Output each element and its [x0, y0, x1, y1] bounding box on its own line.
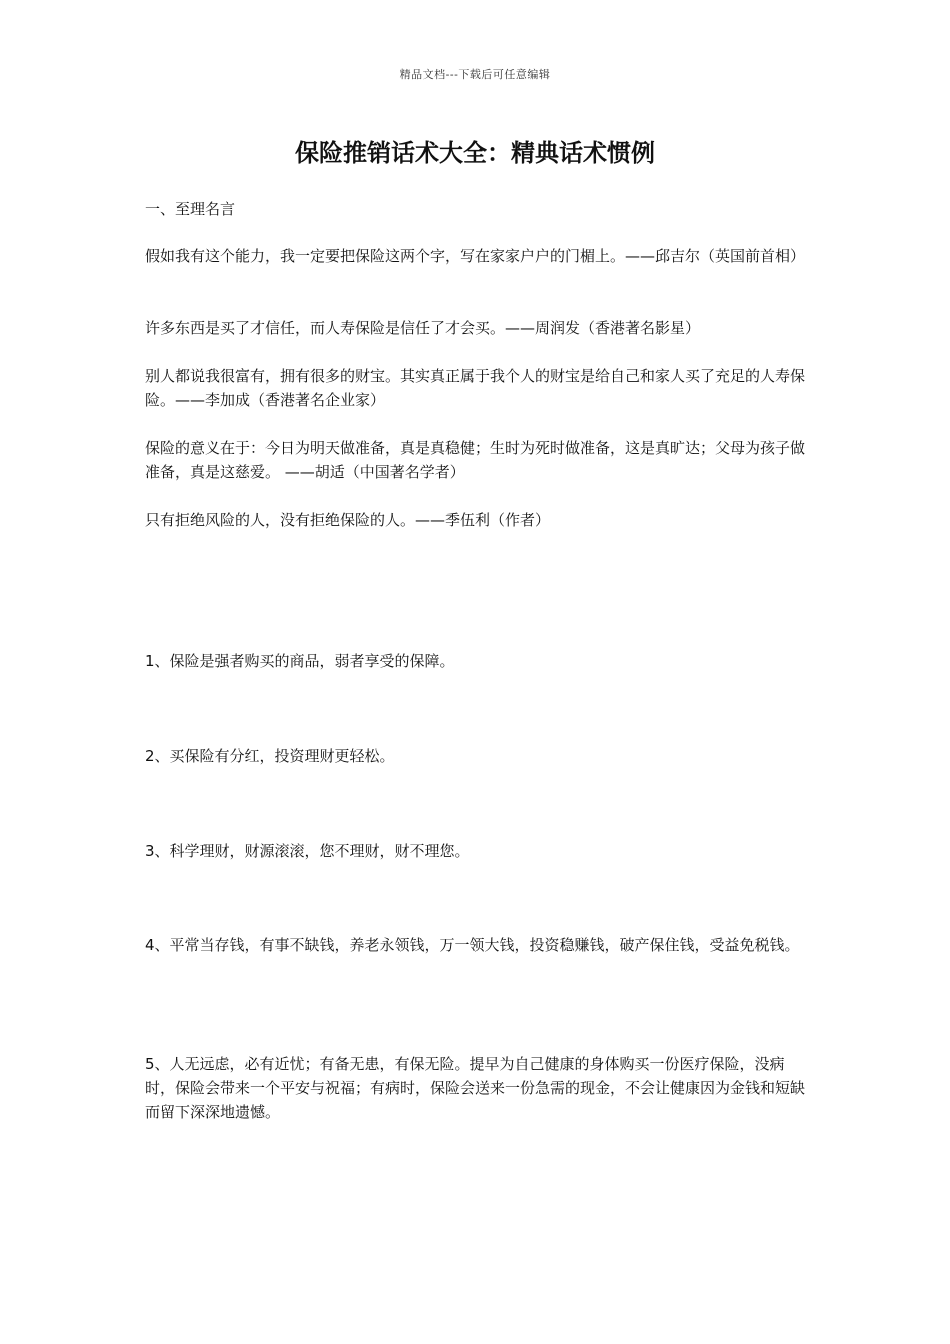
- list-item: 2、买保险有分红，投资理财更轻松。: [145, 747, 395, 765]
- quote-paragraph: 保险的意义在于：今日为明天做准备，真是真稳健；生时为死时做准备，这是真旷达；父母为孩子做准备，真是这慈爱。 ——胡适（中国著名学者）: [145, 439, 806, 481]
- document-title: 保险推销话术大全：精典话术惯例: [295, 138, 655, 167]
- quote-paragraph: 假如我有这个能力，我一定要把保险这两个字，写在家家户户的门楣上。——邱吉尔（英国前首相）: [145, 247, 806, 265]
- list-item: 5、人无远虑，必有近忧；有备无患，有保无险。提早为自己健康的身体购买一份医疗保险，没病时，保险会带来一个平安与祝福；有病时，保险会送来一份急需的现金，不会让健康因为金钱和短缺而留下深深地遗憾。: [145, 1055, 806, 1121]
- list-item: 4、平常当存钱，有事不缺钱，养老永领钱，万一领大钱，投资稳赚钱，破产保住钱，受益免税钱。: [145, 936, 800, 954]
- quote-paragraph: 别人都说我很富有，拥有很多的财宝。其实真正属于我个人的财宝是给自己和家人买了充足的人寿保险。——李加成（香港著名企业家）: [145, 367, 806, 409]
- list-item: 1、保险是强者购买的商品，弱者享受的保障。: [145, 652, 455, 670]
- page-header: 精品文档---下载后可任意编辑: [399, 68, 551, 81]
- quote-paragraph: 只有拒绝风险的人，没有拒绝保险的人。——季伍利（作者）: [145, 511, 551, 529]
- quote-paragraph: 许多东西是买了才信任，而人寿保险是信任了才会买。——周润发（香港著名影星）: [145, 319, 701, 337]
- list-item: 3、科学理财，财源滚滚，您不理财，财不理您。: [145, 842, 470, 860]
- section-heading: 一、至理名言: [145, 200, 236, 218]
